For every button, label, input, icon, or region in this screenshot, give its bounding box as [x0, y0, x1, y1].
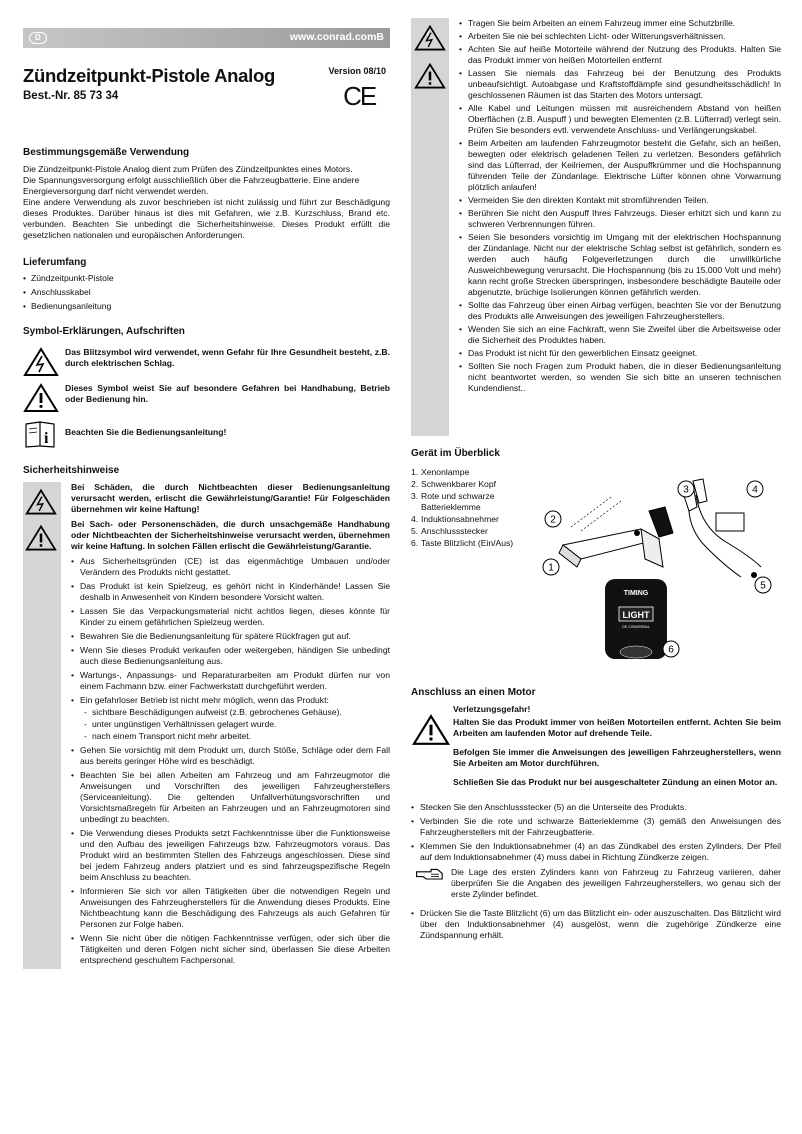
safety-item: • Beim Arbeiten am laufenden Fahrzeugmotor besteht die Gefahr, sich an heißen, bewegten oder elektrisch geladenen Teilen zu verletzen. Besonders gefährlich sind das Lüfterrad, der Keilriemen, der Auspuffkrümmer und die Hochspannung führenden Teile der Zündanlage. Elektrische Lüfter können ohne Vorwarnung plötzlich anlaufen!	[459, 138, 781, 193]
safety-item: • Wenden Sie sich an eine Fachkraft, wenn Sie Zweifel über die Arbeitsweise oder die Sicherheit des Produktes haben.	[459, 324, 781, 346]
safety-item: • Gehen Sie vorsichtig mit dem Produkt um, durch Stöße, Schläge oder dem Fall aus bereits geringer Höhe wird es beschädigt.	[71, 745, 390, 767]
overview-num: 4.	[411, 513, 419, 524]
overview-label: Rote und schwarze Batterieklemme	[421, 490, 495, 512]
device-illustration	[541, 467, 777, 667]
svg-text:1: 1	[548, 562, 554, 574]
page-title: Zündzeitpunkt-Pistole Analog	[23, 65, 275, 86]
safety-item: • Arbeiten Sie nie bei schlechten Licht- oder Witterungsverhältnissen.	[459, 31, 781, 42]
lightning-warning-icon	[414, 24, 446, 52]
safety-item: • Die Verwendung dieses Produkts setzt Fachkenntnisse über die Funktionsweise und den Aufbau des jeweiligen Fahrzeugs bzw. Fahrzeugmotors voraus. Das Produkt wird an bestimmten Stellen des Fahrzeugs angeschlossen. Diese sind bei jedem Fahrzeug anders platziert und es sind fahrzeugspezifische Regeln beim Anschluss zu beachten.	[71, 828, 390, 883]
svg-text:4: 4	[752, 484, 758, 496]
order-number: Best.-Nr. 85 73 34	[23, 90, 119, 103]
overview-label: Taste Blitzlicht (Ein/Aus)	[421, 537, 514, 548]
safety-item: • Das Produkt ist nicht für den gewerblichen Einsatz geeignet.	[459, 348, 781, 359]
safety-item: • Alle Kabel und Leitungen müssen mit ausreichendem Abstand von heißen Oberflächen (z.B. Auspuff ) und bewegten Elementen (z.B. Lüfterrad) verlegt sein. Prüfen Sie besonders evtl. verwendete Anschluss- und Verlängerungskabel.	[459, 103, 781, 136]
overview-item	[411, 538, 541, 549]
left-column	[23, 0, 390, 969]
safety-gray-strip	[23, 482, 61, 969]
overview-num: 3.	[411, 490, 419, 501]
safety-item: • Seien Sie besonders vorsichtig im Umgang mit der elektrischen Hochspannung der Zündanlage. Nicht nur der elektrische Schlag selbst ist gefährlich, sondern es werden auch häufig Folgeverletzungen durch die unwillkürliche Ausweichbewegung verursacht. Die Hochspannung (bis zu 15.000 Volt und mehr) kann recht große Strecken überspringen, insbesondere beschädigte Bauteile oder abgenutzte, brüchige Isolierungen können gefährlich werden.	[459, 232, 781, 298]
safety-subitem: - unter ungünstigen Verhältnissen gelagert wurde.	[84, 719, 390, 730]
safety-item: • Sollte das Fahrzeug über einen Airbag verfügen, beachten Sie vor der Benutzung des Produkts alle Anweisungen des jeweiligen Fahrzeugherstellers.	[459, 300, 781, 322]
safety-item	[71, 695, 390, 742]
callout-3	[678, 481, 694, 497]
connection-step: • Klemmen Sie den Induktionsabnehmer (4) an das Zündkabel des ersten Zylinders. Der Pfeil auf dem Induktionsabnehmer (4) muss dabei in Richtung Zündkerze zeigen.	[411, 841, 781, 863]
overview-block	[411, 467, 781, 667]
connection-step: • Verbinden Sie die rote und schwarze Batterieklemme (3) gemäß den Anweisungen des Fahrzeugherstellers mit der Fahrzeugbatterie.	[411, 816, 781, 838]
symbols-heading: Symbol-Erklärungen, Aufschriften	[23, 326, 185, 338]
safety-heading: Sicherheitshinweise	[23, 465, 120, 477]
overview-num: 6.	[411, 537, 419, 548]
safety-list	[71, 556, 390, 966]
language-badge: D	[29, 32, 47, 44]
safety-item: • Lassen Sie niemals das Fahrzeug bei der Benutzung des Produkts unbeaufsichtigt. Autoabgase und Kraftstoffdämpfe sind gesundheitsschädlich! In geschlossenen Räumen ist das Starten des Motors untersagt.	[459, 68, 781, 101]
intended-use-p3: Eine andere Verwendung als zuvor beschrieben ist nicht zulässig und führt zur Beschädigung dieses Produktes. Darüber hinaus ist dies mit Gefahren, wie z.B. Kurzschluss, Brand etc. verbunden. Beachten Sie unbedingt die Sicherheitshinweise. Dieses Produkt erfüllt die gesetzlichen nationalen und europäischen Anforderungen.	[23, 196, 390, 240]
scope-item: • Anschlusskabel	[23, 287, 390, 298]
overview-num: 1.	[411, 466, 419, 477]
ce-mark: CE	[343, 80, 376, 111]
exclamation-warning-icon	[414, 62, 446, 90]
device-text-light: LIGHT	[622, 609, 650, 620]
intended-use-p1: Die Zündzeitpunkt-Pistole Analog dient zum Prüfen des Zündzeitpunktes eines Motors.	[23, 163, 353, 174]
lightning-warning-icon	[25, 488, 57, 516]
version-label: Version 08/10	[328, 66, 386, 76]
title-row	[23, 66, 390, 113]
callout-1	[543, 559, 559, 575]
connection-heading: Anschluss an einen Motor	[411, 686, 536, 698]
connection-warning	[411, 704, 781, 796]
connection-note	[411, 867, 781, 900]
safety-item: • Achten Sie auf heiße Motorteile während der Nutzung des Produkts. Halten Sie das Produkt immer von heißen Motorteilen entfernt	[459, 44, 781, 66]
safety-item: • Bewahren Sie die Bedienungsanleitung für spätere Rückfragen gut auf.	[71, 631, 390, 642]
overview-item	[411, 514, 541, 525]
callout-5	[755, 577, 771, 593]
safety-item: • Wenn Sie nicht über die nötigen Fachkenntnisse verfügen, oder sich über die Tätigkeiten und deren Folgen nicht sicher sind, überlassen Sie diese Arbeiten entsprechend geschultem Fachpersonal.	[71, 933, 390, 966]
symbol-text-manual: Beachten Sie die Bedienungsanleitung!	[65, 427, 227, 438]
safety-item: • Wenn Sie dieses Produkt verkaufen oder weitergeben, händigen Sie unbedingt auch diese Bedienungsanleitung aus.	[71, 645, 390, 667]
right-gray-strip	[411, 18, 449, 436]
device-body-drawing	[605, 579, 667, 659]
connection-steps	[411, 802, 781, 863]
safety-item: • Das Produkt ist kein Spielzeug, es gehört nicht in Kinderhände! Lassen Sie deshalb in Anwesenheit von Kindern besondere Vorsicht walten.	[71, 581, 390, 603]
safety-item: • Tragen Sie beim Arbeiten an einem Fahrzeug immer eine Schutzbrille.	[459, 18, 781, 29]
overview-label: Schwenkbarer Kopf	[421, 478, 496, 489]
svg-text:2: 2	[550, 514, 556, 526]
connection-warning-text	[451, 704, 781, 796]
intended-use-heading: Bestimmungsgemäße Verwendung	[23, 146, 190, 158]
safety-block	[23, 482, 390, 969]
pointing-hand-icon	[411, 867, 451, 883]
device-text-brand: DE CONVERSAL	[622, 624, 650, 629]
safety-bold-2: Bei Sach- oder Personenschäden, die durch unsachgemäße Handhabung oder Nichtbeachten der Sicherheitshinweise verursacht werden, übernehmen wir keine Haftung. In solchen Fällen erlischt die Gewährleistung/Garantie.	[71, 518, 390, 551]
svg-text:i: i	[44, 430, 49, 448]
safety-subitem: - nach einem Transport nicht mehr arbeitet.	[84, 731, 390, 742]
overview-item	[411, 479, 541, 490]
website-url: www.conrad.comB	[289, 31, 384, 44]
callout-2	[545, 511, 561, 527]
safety-item: • Vermeiden Sie den direkten Kontakt mit stromführenden Teilen.	[459, 195, 781, 206]
overview-list	[411, 467, 541, 667]
connection-step: • Drücken Sie die Taste Blitzlicht (6) um das Blitzlicht ein- oder auszuschalten. Das Blitzlicht wird über den Induktionsabnehmer (4) ausgelöst, wenn die zugehörige Zündkerze eine Zündspannung erhält.	[411, 908, 781, 941]
callout-6	[663, 641, 679, 657]
safety-item: • Sollten Sie noch Fragen zum Produkt haben, die in dieser Bedienungsanleitung nicht beantwortet werden, so wenden Sie sich bitte an unseren technischen Kundendienst..	[459, 361, 781, 394]
overview-heading: Gerät im Überblick	[411, 448, 500, 459]
connection-step: • Stecken Sie den Anschlussstecker (5) an die Unterseite des Produkts.	[411, 802, 781, 813]
scope-heading: Lieferumfang	[23, 256, 87, 268]
exclamation-warning-icon	[23, 383, 59, 413]
exclamation-warning-icon	[25, 524, 57, 552]
symbol-row-exclamation	[23, 383, 390, 413]
overview-label: Induktionsabnehmer	[421, 513, 499, 524]
overview-label: Xenonlampe	[421, 466, 470, 477]
intended-use-p2: Die Spannungsversorgung erfolgt ausschließlich über die Fahrzeugbatterie. Eine andere Energieversorgung darf nicht verwendet werden.	[23, 174, 360, 196]
safety-item: • Beachten Sie bei allen Arbeiten am Fahrzeug und am Fahrzeugmotor die Anweisungen und Vorschriften des jeweiligen Fahrzeugherstellers (Serviceanleitung). Die geltenden Unfallverhütungsvorschriften und Vorsichtsmaßregeln für Arbeiten an Fahrzeugen und an Fahrzeugmotoren sind unbedingt zu beachten.	[71, 770, 390, 825]
symbol-row-manual	[23, 419, 390, 449]
language-tabs: I	[426, 28, 434, 38]
device-text-timing: TIMING	[623, 589, 649, 597]
symbol-text-lightning: Das Blitzsymbol wird verwendet, wenn Gefahr für Ihre Gesundheit besteht, z.B. durch elektrischen Schlag.	[65, 347, 390, 369]
symbol-row-lightning	[23, 347, 390, 377]
overview-item	[411, 491, 541, 513]
safety-item: • Informieren Sie sich vor allen Tätigkeiten über die notwendigen Regeln und Anweisungen des Fahrzeugherstellers für die Anwendung dieses Produkts. Eine Nichtbeachtung kann die Beschädigung des Fahrzeugs als auch Gefahren für Personen zur Folge haben.	[71, 886, 390, 930]
scope-item: • Bedienungsanleitung	[23, 301, 390, 312]
right-safety-list	[459, 18, 781, 394]
warning-paragraph: Halten Sie das Produkt immer von heißen Motorteilen entfernt. Achten Sie beim Arbeiten am laufenden Motor auf drehende Teile.	[453, 716, 781, 738]
timing-gun-drawing	[559, 497, 673, 567]
overview-num: 2.	[411, 478, 419, 489]
overview-label: Anschlussstecker	[421, 525, 488, 536]
scope-list	[23, 273, 390, 312]
overview-item	[411, 526, 541, 537]
safety-sublist	[84, 707, 390, 742]
safety-item: • Lassen Sie das Verpackungsmaterial nicht achtlos liegen, dieses könnte für Kinder zu einem gefährlichen Spielzeug werden.	[71, 606, 390, 628]
exclamation-warning-icon	[411, 714, 451, 746]
warning-paragraph: Schließen Sie das Produkt nur bei ausgeschalteter Zündung an einen Motor an.	[453, 776, 778, 787]
overview-num: 5.	[411, 525, 419, 536]
symbol-text-exclamation: Dieses Symbol weist Sie auf besondere Gefahren bei Handhabung, Betrieb oder Bedienung hin.	[65, 383, 390, 405]
warning-paragraph: Befolgen Sie immer die Anweisungen des jeweiligen Fahrzeugherstellers, wenn Sie Arbeiten am Motor durchführen.	[453, 746, 781, 768]
right-column	[411, 0, 781, 944]
connection-note-text: Die Lage des ersten Zylinders kann von Fahrzeug zu Fahrzeug variieren, daher überprüfen Sie die Angaben des jeweiligen Fahrzeugherstellers, wo genau sich der erste Zylinder befindet.	[451, 866, 781, 899]
overview-item	[411, 467, 541, 478]
safety-subitem: - sichtbare Beschädigungen aufweist (z.B. gebrochenes Gehäuse).	[84, 707, 390, 718]
svg-text:3: 3	[683, 484, 689, 496]
right-safety-body	[449, 18, 781, 436]
scope-item: • Zündzeitpunkt-Pistole	[23, 273, 390, 284]
manual-book-icon	[23, 419, 59, 449]
svg-text:6: 6	[668, 644, 674, 656]
callout-4	[747, 481, 763, 497]
connection-final-step	[411, 908, 781, 941]
lightning-warning-icon	[23, 347, 59, 377]
safety-item-text: Ein gefahrloser Betrieb ist nicht mehr möglich, wenn das Produkt:	[80, 694, 329, 705]
svg-text:5: 5	[760, 580, 766, 592]
safety-item: • Wartungs-, Anpassungs- und Reparaturarbeiten am Produkt dürfen nur von einem Fachmann bzw. einer Fachwerkstatt durchgeführt werden.	[71, 670, 390, 692]
safety-bold-1: Bei Schäden, die durch Nichtbeachten dieser Bedienungsanleitung verursacht werden, erlischt die Gewährleistung/Garantie! Für Folgeschäden übernehmen wir keine Haftung!	[71, 481, 390, 514]
safety-item: • Berühren Sie nicht den Auspuff Ihres Fahrzeugs. Dieser erhitzt sich und kann zu schweren Verbrennungen führen.	[459, 208, 781, 230]
header-bar	[23, 28, 390, 48]
safety-item: • Aus Sicherheitsgründen (CE) ist das eigenmächtige Umbauen und/oder Verändern des Produkts nicht gestattet.	[71, 556, 390, 578]
right-safety-block	[411, 18, 781, 436]
safety-body	[61, 482, 390, 969]
warning-title: Verletzungsgefahr!	[453, 703, 531, 714]
